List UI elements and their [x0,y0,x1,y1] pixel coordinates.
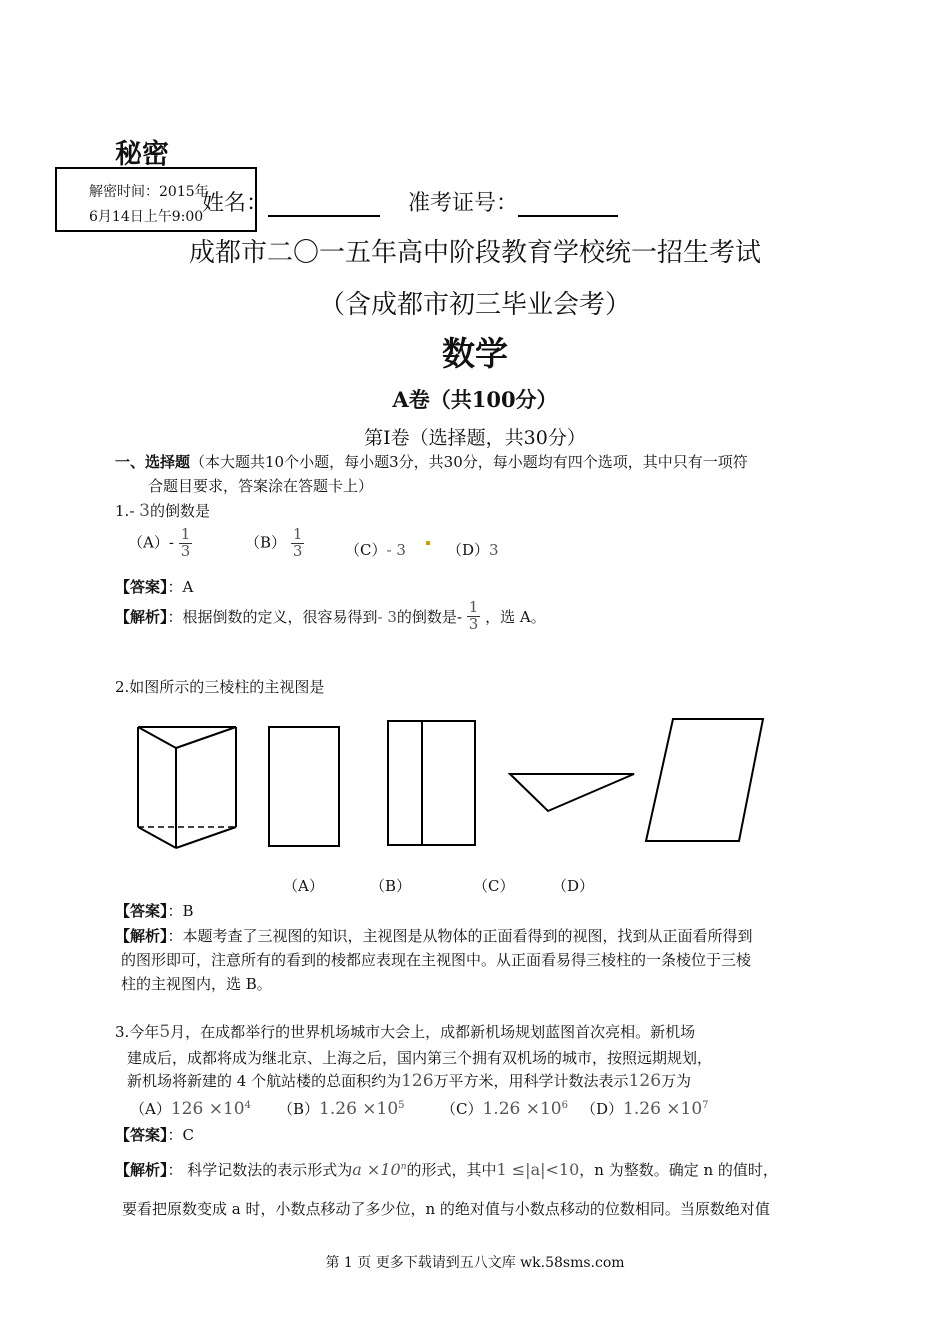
q3-option-a[interactable]: $(A)126 \times 10^4$ [130,1099,251,1119]
q3-analysis-line-2: 要看把原数变成 a 时，小数点移动了多少位，n 的绝对值与小数点移动的位数相同。当原数绝对值 [122,1200,770,1218]
option-c-triangle [510,774,634,811]
q3-answer: 【答案】：C [115,1126,194,1144]
subject-title: 数学 [442,334,508,373]
exam-subtitle: （含成都市初三毕业会考） [318,290,631,320]
q2-analysis-line-3: 柱的主视图内，选 B。 [121,975,272,993]
q1-option-d[interactable]: （D）3 [447,541,499,559]
q2-analysis-line-1: 【解析】：本题考查了三视图的知识，主视图是从物体的正面看得到的视图，找到从正面看所得到 [115,927,753,945]
page-footer: 第 1 页 更多下载请到五八文库 wk.58sms.com [325,1255,625,1271]
q2-stem: 2.如图所示的三棱柱的主视图是 [115,678,325,696]
volume-title: A卷（共100分） [392,387,558,412]
q3-stem-line-2: 建成后，成都将成为继北京、上海之后，国内第三个拥有双机场的城市，按照远期规划， [127,1049,713,1067]
q1-option-a[interactable]: （A）- $\frac{1}{3}$ [128,525,191,560]
section-intro-line-2: 合题目要求，答案涂在答题卡上） [148,477,374,495]
q1-answer: 【答案】：A [115,578,194,596]
q2-label-d[interactable]: （D） [552,877,595,895]
q3-option-d[interactable]: $(D)1.26 \times 10^7$ [581,1099,709,1119]
part-title: 第Ⅰ卷（选择题，共30分） [364,427,586,449]
declass-line-2: 6月14日上午9:00 [89,209,204,225]
option-d-parallelogram [646,719,763,841]
secret-mark: 秘密 [115,139,169,170]
q3-option-c[interactable]: $(C)1.26 \times 10^6$ [441,1099,568,1119]
q1-stem: 1.- 3的倒数是 [115,501,211,521]
q2-label-b[interactable]: （B） [370,877,412,895]
option-a-rectangle [269,727,339,846]
q3-option-b[interactable]: $(B)1.26 \times 10^5$ [278,1099,405,1119]
q2-analysis-line-2: 的图形即可，注意所有的看到的棱都应表现在主视图中。从正面看易得三棱柱的一条棱位于三棱 [121,951,752,969]
q1-option-c[interactable]: （C）- 3 [345,541,406,559]
option-b-divided-rectangle [388,721,475,845]
q3-stem-line-3: 新机场将新建的 4 个航站楼的总面积约为126万平方米，用科学计数法表示126万为 [127,1071,692,1091]
declass-line-1: 解密时间：2015年 [89,184,209,200]
q1-option-b[interactable]: （B） $\frac{1}{3}$ [245,525,303,560]
q3-analysis-line-1: 【解析】： 科学记数法的表示形式为$a \times 10^n$的形式，其中1 ≤|a|<10，n 为整数。确定 n 的值时， [115,1160,778,1179]
section-label: 一、选择题 [115,453,191,471]
q3-stem-line-1: 3.今年5月，在成都举行的世界机场城市大会上，成都新机场规划蓝图首次亮相。新机场 [115,1022,696,1042]
fraction: $\frac{1}{3}$ [292,525,303,560]
fraction: $\frac{1}{3}$ [468,598,479,633]
q2-label-a[interactable]: （A） [283,877,324,895]
triangular-prism-figure [138,727,236,848]
name-label: 姓名： [202,191,269,216]
section-intro-text: （本大题共10个小题，每小题3分，共30分，每小题均有四个选项，其中只有一项符 [190,453,748,471]
fraction: $\frac{1}{3}$ [180,525,191,560]
q1-analysis: 【解析】：根据倒数的定义，很容易得到- 3的倒数是- $\frac{1}{3}$ ，选 A。 [115,598,546,633]
exam-title: 成都市二〇一五年高中阶段教育学校统一招生考试 [188,238,761,268]
q2-answer: 【答案】：B [115,902,194,920]
exam-id-label: 准考证号： [408,191,519,216]
q2-label-c[interactable]: （C） [473,877,515,895]
